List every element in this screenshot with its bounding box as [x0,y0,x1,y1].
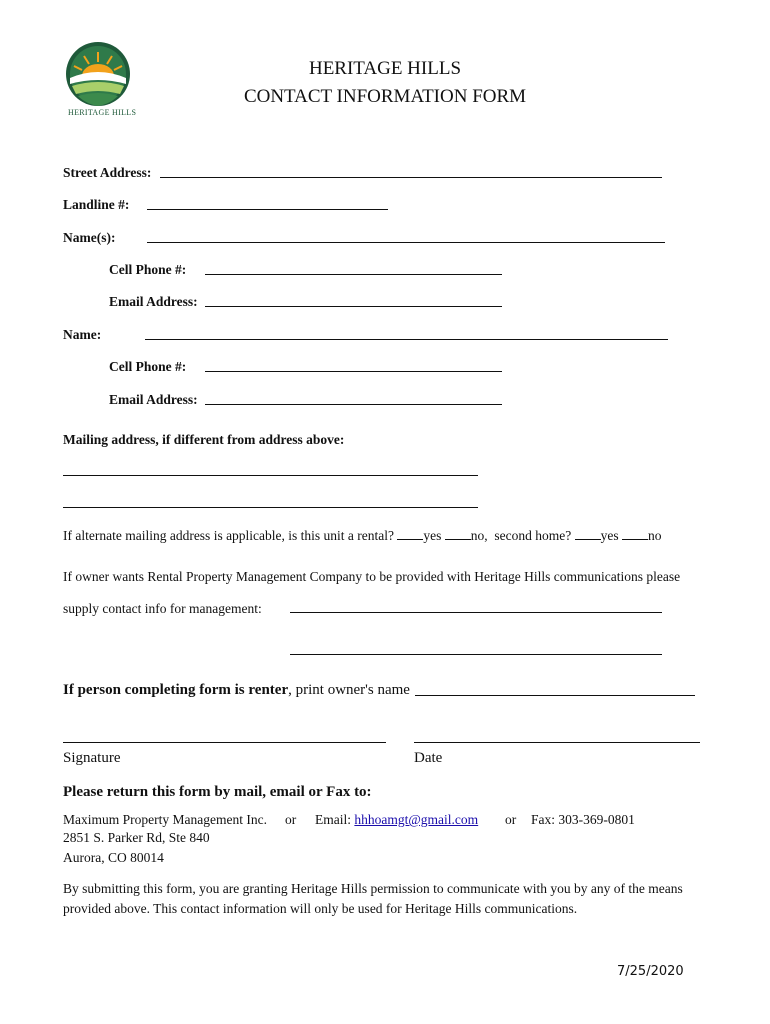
cell-phone-1-label: Cell Phone #: [109,262,187,277]
email-address-1-label: Email Address: [109,294,198,309]
signature-line[interactable] [63,742,386,743]
cell-phone-1-line[interactable] [205,274,502,275]
second-home-no-blank[interactable] [622,539,648,540]
renter-instruction [63,682,410,699]
management-line-1[interactable] [290,612,662,613]
email-address-2-label: Email Address: [109,392,198,407]
second-home-no-label: no [648,528,662,543]
form-title-line1: HERITAGE HILLS [308,58,462,79]
heritage-hills-logo [60,40,140,122]
or-1: or [285,812,297,827]
rental-yes-label: yes [423,528,442,543]
email-contact [315,812,478,828]
street-address-label: Street Address: [63,165,152,180]
rental-yes-blank[interactable] [397,539,423,540]
names-line[interactable] [147,242,665,243]
rental-no-label: no, [470,528,488,543]
second-home-yes-label: yes [600,528,619,543]
company-city: Aurora, CO 80014 [63,850,164,865]
consent-line-1: By submitting this form, you are granting Heritage Hills permission to communicate with you by any of the means [63,881,683,896]
date-line[interactable] [414,742,700,743]
names-label: Name(s): [63,230,116,245]
mailing-address-label: Mailing address, if different from address above: [63,432,345,447]
landline-line[interactable] [147,209,388,210]
date-label: Date [414,750,443,766]
rental-no-blank[interactable] [445,539,471,540]
management-supply-label: supply contact info for management: [63,601,262,616]
second-home-yes-blank[interactable] [575,539,601,540]
form-revision-date: 7/25/2020 [617,964,684,979]
name-2-label: Name: [63,327,102,342]
email-contact-label: Email: [315,812,351,827]
signature-label: Signature [63,750,121,766]
return-heading: Please return this form by mail, email or Fax to: [63,784,372,800]
management-instruction: If owner wants Rental Property Management Company to be provided with Heritage Hills communications please [63,569,681,584]
form-title-line2: CONTACT INFORMATION FORM [243,86,527,107]
management-line-2[interactable] [290,654,662,655]
second-home-question: second home? [494,528,572,543]
owner-name-line[interactable] [415,695,695,696]
fax-number: Fax: 303-369-0801 [531,812,635,827]
rental-question-text: If alternate mailing address is applicable, is this unit a rental? [63,528,395,543]
landline-label: Landline #: [63,197,130,212]
mailing-address-line-1[interactable] [63,475,478,476]
renter-instruction-bold: If person completing form is renter [63,682,289,698]
mailing-address-line-2[interactable] [63,507,478,508]
name-2-line[interactable] [145,339,668,340]
management-company: Maximum Property Management Inc. [63,812,267,827]
or-2: or [505,812,517,827]
consent-line-2: provided above. This contact information will only be used for Heritage Hills communications. [63,901,578,916]
company-street: 2851 S. Parker Rd, Ste 840 [63,830,210,845]
street-address-line[interactable] [160,177,662,178]
email-address-1-line[interactable] [205,306,502,307]
renter-instruction-rest: , print owner's name [288,682,410,698]
email-address-2-line[interactable] [205,404,502,405]
rental-question [63,528,662,544]
logo-wordmark: HERITAGE HILLS [68,108,137,117]
email-link[interactable]: hhhoamgt@gmail.com [354,812,479,827]
cell-phone-2-line[interactable] [205,371,502,372]
cell-phone-2-label: Cell Phone #: [109,359,187,374]
